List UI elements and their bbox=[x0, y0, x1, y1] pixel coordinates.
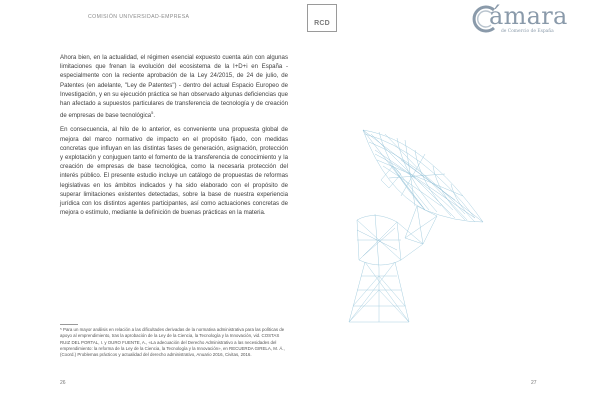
paragraph-2: En consecuencia, al hilo de lo anterior, es conveniente una propuesta global de mejora del marco normativo de impacto en el propósito fijado, con medidas concretas que influyan en las distintas fases de generación, asignación, protección y explotación y conjuguen tanto el fomento de la transferencia de conocimiento y la creación de empresas de base tecnológica, como la necesaria protección del interés público. El presente estudio incluye un catálogo de propuestas de reformas legislativas en los ámbitos indicados y ha sido elaborado con el propósito de superar limitaciones existentes detectadas, sobre la base de nuestra experiencia jurídica con los distintos agentes participantes, así como actuaciones concretas de mejora o estímulo, mediante la definición de buenas prácticas en la materia. bbox=[60, 126, 288, 217]
rcd-logo bbox=[307, 4, 337, 32]
footnote-ref[interactable]: 5 bbox=[151, 110, 154, 116]
footnote bbox=[60, 327, 288, 358]
paragraph-1-end: . bbox=[153, 112, 156, 120]
page-number-right: 27 bbox=[531, 380, 537, 386]
camara-logo bbox=[470, 4, 580, 36]
footnote-divider bbox=[60, 324, 78, 325]
body-text bbox=[60, 53, 288, 222]
header-title: COMISIÓN UNIVERSIDAD-EMPRESA bbox=[88, 14, 190, 20]
paragraph-1-text: Ahora bien, en la actualidad, el régimen esencial expuesto cuenta aún con algunas limitaciones que frenan la evolución del ecosistema de la I+D+i en España - especialmente con la reciente aprobación de la Ley 24/2015, de 24 de julio, de Patentes (en adelante, "Ley de Patentes") - dentro del actual Espacio Europeo de Investigación, y en su ejecución práctica se han observado algunas deficiencias que han afectado a supuestos particulares de transferencia de tecnología y de creación de empresas de base tecnológica bbox=[60, 54, 288, 120]
antenna-illustration bbox=[305, 110, 510, 325]
camara-logo-main: ámara bbox=[489, 2, 568, 30]
rcd-logo-text: RCD bbox=[314, 20, 330, 27]
page-number-left: 26 bbox=[60, 380, 66, 386]
paragraph-1 bbox=[60, 53, 288, 120]
camara-logo-sub: de Comercio de España bbox=[501, 29, 554, 34]
footnote-text: ⁵ Para un mayor análisis en relación a las dificultades derivadas de la normativa administrativa para las políticas de apoyo al emprendimiento, tras la aprobación de la Ley de la Ciencia, la Tecnología y la Innovación, vid. COSTAS RUIZ DEL PORTAL, I. y OURO FUENTE, A., «La adecuación del Derecho Administrativo a las necesidades del emprendimiento: la reforma de la Ley de la Ciencia, la Tecnología y la Innovación», en RECUERDA GIRELA, M. Á., (Coord.) Problemas prácticos y actualidad del derecho administrativo, Anuario 2016, Civitas, 2016. bbox=[60, 327, 285, 358]
